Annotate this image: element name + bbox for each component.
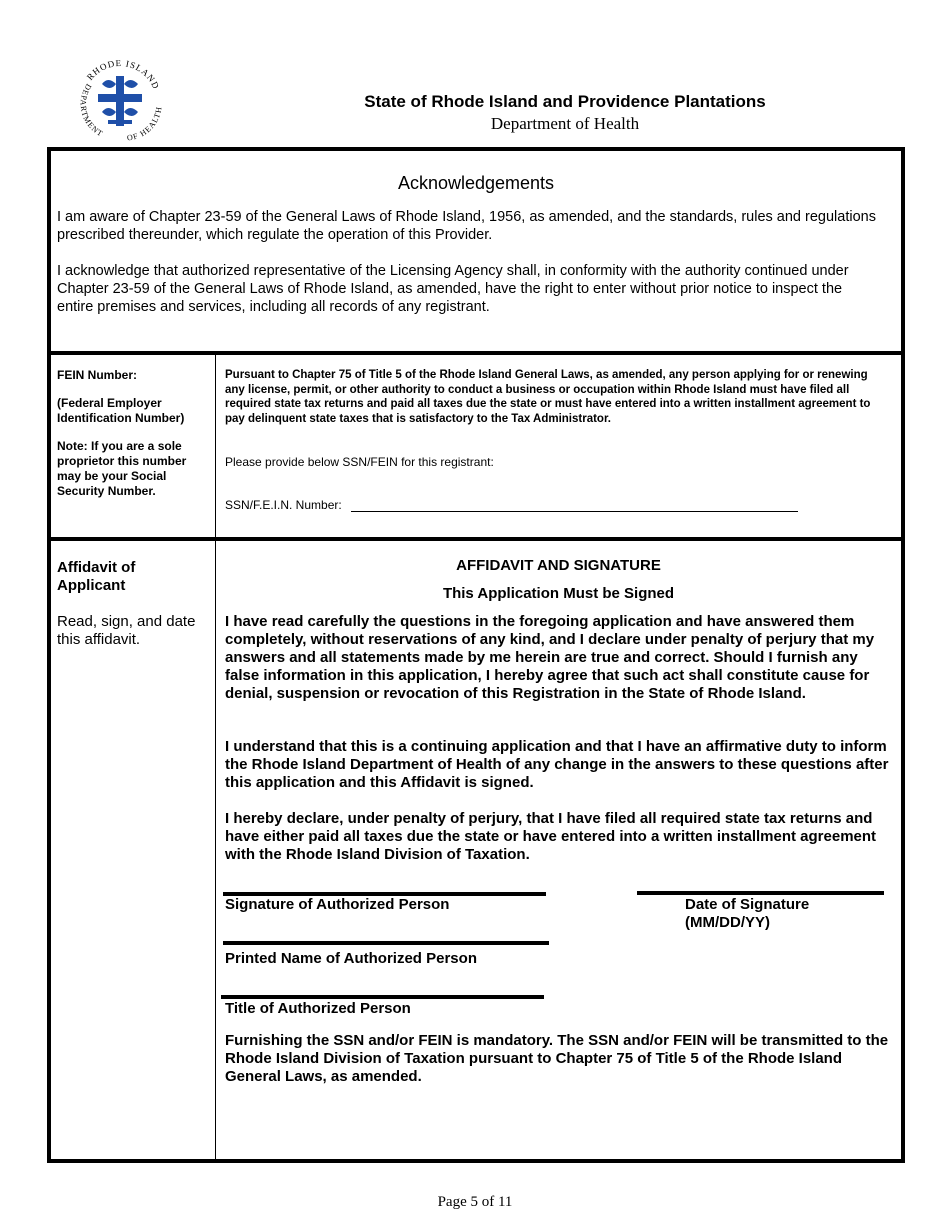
affidavit-paragraph-1: I have read carefully the questions in the foregoing application and have answered them completely, without reservations of any kind, and I declare under penalty of perjury that my answers and all statements made by me herein are true and correct. Should I furnish any false information in this application, I hereby agree that such act shall constitute cause for denial, suspension or revocation of this Registration in the State of Rhode Island. (225, 613, 875, 702)
printed-name-field[interactable] (223, 941, 549, 945)
section-divider-fein (47, 351, 905, 355)
title-field[interactable] (221, 995, 544, 999)
seal-text-left: DEPARTMENT (78, 82, 105, 139)
printed-name-label: Printed Name of Authorized Person (225, 950, 477, 967)
acknowledgement-paragraph-1: I am aware of Chapter 23-59 of the General Laws of Rhode Island, 1956, as amended, and the standards, rules and regulations prescribed thereunder, which regulate the operation of this Provider. (57, 209, 876, 243)
acknowledgement-paragraph-2: I acknowledge that authorized representative of the Licensing Agency shall, in conformity with the authority continued under Chapter 23-59 of the General Laws of Rhode Island, as amended, have the right to enter without prior notice to inspect the entire premises and services, including all records of any registrant. (57, 263, 849, 315)
ssn-instruction: Please provide below SSN/FEIN for this registrant: (225, 455, 494, 469)
page-title: State of Rhode Island and Providence Plantations (364, 92, 766, 111)
affidavit-paragraph-2: I understand that this is a continuing application and that I have an affirmative duty to inform the Rhode Island Department of Health of any change in the answers to these questions after this application and this Affidavit is signed. (225, 738, 889, 791)
signature-label: Signature of Authorized Person (225, 896, 450, 913)
title-label: Title of Authorized Person (225, 1000, 411, 1017)
affidavit-subheading: This Application Must be Signed (442, 585, 675, 602)
mandatory-ssn-note: Furnishing the SSN and/or FEIN is mandatory. The SSN and/or FEIN will be transmitted to the Rhode Island Division of Taxation pursuant to Chapter 75 of Title 5 of the Rhode Island General Laws, as amended. (225, 1032, 889, 1085)
date-label: Date of Signature (685, 896, 810, 913)
seal-text-top: RHODE ISLAND (84, 57, 162, 91)
tax-statement: Pursuant to Chapter 75 of Title 5 of the Rhode Island General Laws, as amended, any person applying for or renewing any license, permit, or other authority to conduct a business or occupation within Rhode Island must have filed all required state tax returns and paid all taxes due the state or must have entered into a written installment agreement to pay delinquent state taxes that is satisfactory to the Tax Administrator. (225, 369, 871, 425)
fein-side-label (57, 368, 207, 512)
affidavit-paragraph-3: I hereby declare, under penalty of perjury, that I have filed all required state tax returns and have either paid all taxes due the state or have entered into a written installment agreement with the Rhode Island Division of Taxation. (225, 810, 877, 863)
column-divider (215, 355, 216, 1159)
department-of-health-seal (72, 56, 168, 146)
page-number: Page 5 of 11 (437, 1194, 513, 1210)
fein-note-label: Note: If you are a sole proprietor this number may be your Social Security Number. (57, 439, 187, 498)
ssn-field-label: SSN/F.E.I.N. Number: (225, 498, 342, 512)
seal-emblem-icon (98, 76, 142, 126)
affidavit-side-description: Read, sign, and date this affidavit. (57, 613, 196, 648)
affidavit-side-title: Affidavit of Applicant (57, 559, 136, 594)
seal-text-right: OF HEALTH (126, 105, 164, 143)
fein-definition-label: (Federal Employer Identification Number) (57, 396, 185, 425)
section-divider-affidavit (47, 537, 905, 541)
acknowledgements-heading: Acknowledgements (397, 173, 555, 193)
page-subtitle: Department of Health (490, 114, 640, 133)
date-of-signature-field[interactable] (637, 891, 884, 895)
affidavit-heading: AFFIDAVIT AND SIGNATURE (456, 557, 661, 574)
date-format-label: (MM/DD/YY) (685, 914, 770, 931)
ssn-fein-input[interactable] (351, 511, 798, 512)
fein-number-label: FEIN Number: (57, 368, 138, 382)
